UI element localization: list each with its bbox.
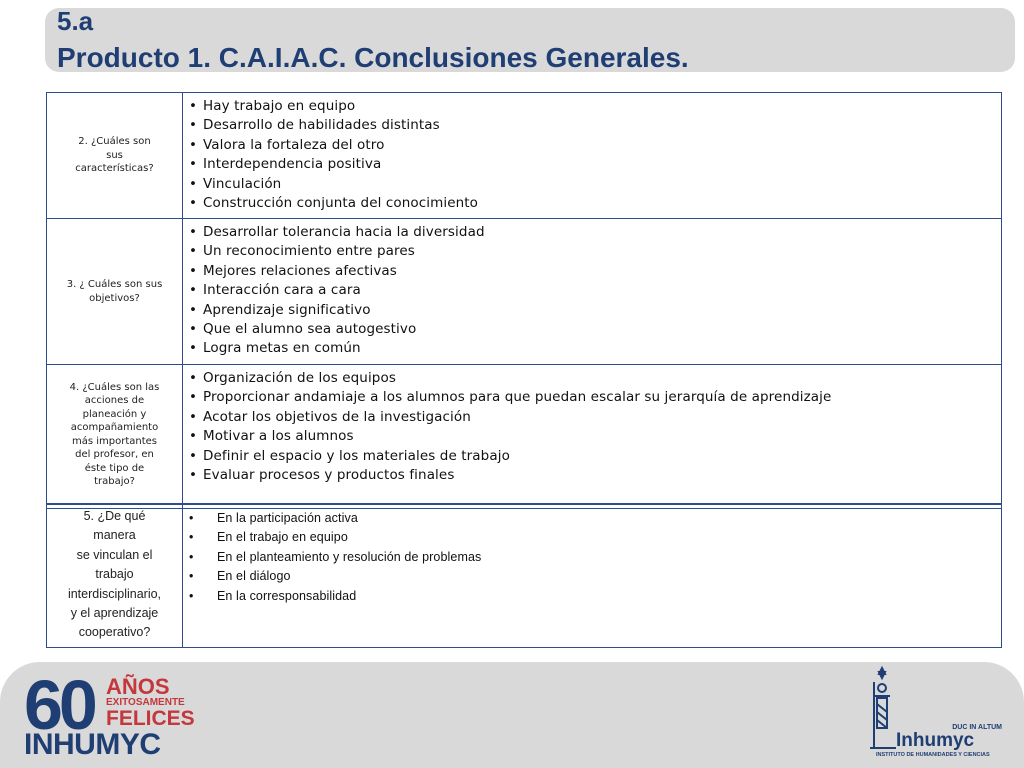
list-item-text: En el diálogo [217, 569, 291, 584]
logo-institute-name: Inhumyc [896, 730, 975, 751]
bullet-icon: • [189, 321, 198, 338]
bullet-icon: • [189, 243, 198, 260]
list-item-text: Mejores relaciones afectivas [203, 262, 397, 279]
bullet-icon: • [189, 511, 194, 525]
list-item [189, 194, 1001, 213]
list-item-text: Construcción conjunta del conocimiento [203, 195, 479, 212]
list-item-text: Un reconocimiento entre pares [203, 243, 415, 260]
logo-institute-full: INSTITUTO DE HUMANIDADES Y CIENCIAS [876, 752, 990, 758]
row-divider [46, 503, 1002, 509]
list-item [189, 223, 1001, 242]
slide-number: 5.a [57, 6, 94, 36]
list-item-text: Desarrollo de habilidades distintas [203, 117, 440, 134]
answer-cell [183, 219, 1001, 364]
bullet-icon: • [189, 224, 198, 240]
bullet-icon: • [189, 136, 198, 153]
logo-name: INHUMYC [24, 728, 161, 761]
list-item-text: Aprendizaje significativo [203, 301, 371, 318]
bullet-icon: • [189, 262, 198, 279]
list-item-text: En el planteamiento y resolución de problemas [217, 549, 482, 564]
list-item [189, 136, 1001, 155]
anniversary-logo [24, 666, 195, 761]
list-item-text: En la participación activa [217, 511, 358, 525]
list-item [189, 155, 1001, 174]
bullet-icon: • [189, 428, 198, 445]
bullet-icon: • [189, 282, 198, 299]
answer-cell [183, 93, 1001, 218]
list-item [189, 528, 1001, 547]
list-item [189, 408, 1001, 427]
bullet-icon: • [189, 389, 198, 406]
bullet-icon: • [189, 195, 198, 212]
logo-motto: DUC IN ALTUM [952, 724, 1002, 731]
list-item [189, 388, 1001, 407]
logo-exitosamente: EXITOSAMENTE [106, 697, 185, 708]
bullet-icon: • [189, 117, 198, 134]
question-cell: 3. ¿ Cuáles son sus objetivos? [47, 219, 183, 364]
logo-number: 60 [24, 666, 94, 744]
list-item [189, 567, 1001, 586]
list-item-text: Desarrollar tolerancia hacia la diversidad [203, 224, 485, 240]
list-item-text: Hay trabajo en equipo [203, 98, 356, 114]
list-item [189, 587, 1001, 606]
list-item-text: Interdependencia positiva [203, 156, 382, 173]
answer-list [189, 369, 1001, 485]
list-item-text: Vinculación [203, 175, 282, 192]
list-item-text: Valora la fortaleza del otro [203, 136, 385, 153]
bullet-icon: • [189, 530, 194, 545]
list-item-text: Evaluar procesos y productos finales [203, 467, 455, 484]
logo-felices: FELICES [106, 707, 195, 730]
bullet-icon: • [189, 370, 198, 386]
list-item-text: Proporcionar andamiaje a los alumnos para que puedan escalar su jerarquía de aprendizaje [203, 389, 832, 406]
question-cell: 5. ¿De qué manera se vinculan el trabajo interdisciplinario, y el aprendizaje cooperativo? [47, 505, 183, 647]
logo-anos: AÑOS [106, 674, 170, 699]
bullet-icon: • [189, 340, 198, 357]
list-item-text: En el trabajo en equipo [217, 530, 348, 545]
list-item [189, 242, 1001, 261]
table-row [47, 219, 1001, 365]
table-row [47, 365, 1001, 505]
list-item [189, 548, 1001, 567]
list-item [189, 97, 1001, 116]
bullet-icon: • [189, 98, 198, 114]
bullet-icon: • [189, 175, 198, 192]
list-item [189, 427, 1001, 446]
list-item [189, 339, 1001, 358]
table-row [47, 93, 1001, 219]
bullet-icon: • [189, 301, 198, 318]
answer-list [189, 509, 1001, 606]
list-item [189, 116, 1001, 135]
list-item-text: Acotar los objetivos de la investigación [203, 408, 471, 425]
list-item-text: Interacción cara a cara [203, 282, 361, 299]
list-item-text: Organización de los equipos [203, 370, 396, 386]
answer-cell [183, 365, 1001, 504]
answer-cell [183, 505, 1001, 647]
page-title: Producto 1. C.A.I.A.C. Conclusiones Generales. [57, 42, 689, 73]
bullet-icon: • [189, 549, 194, 564]
list-item [189, 466, 1001, 485]
list-item [189, 320, 1001, 339]
bullet-icon: • [189, 467, 198, 484]
answer-list [189, 97, 1001, 213]
list-item [189, 509, 1001, 528]
bullet-icon: • [189, 569, 194, 584]
list-item-text: Que el alumno sea autogestivo [203, 321, 417, 338]
bullet-icon: • [189, 588, 194, 603]
conclusions-table [46, 92, 1002, 648]
list-item-text: Definir el espacio y los materiales de trabajo [203, 447, 510, 464]
answer-list [189, 223, 1001, 359]
list-item [189, 175, 1001, 194]
list-item-text: Motivar a los alumnos [203, 428, 354, 445]
list-item [189, 262, 1001, 281]
table-row [47, 505, 1001, 647]
list-item [189, 281, 1001, 300]
bullet-icon: • [189, 408, 198, 425]
tower-icon [868, 666, 898, 750]
question-cell: 2. ¿Cuáles son sus características? [47, 93, 183, 218]
list-item-text: Logra metas en común [203, 340, 361, 357]
list-item [189, 369, 1001, 388]
bullet-icon: • [189, 156, 198, 173]
list-item-text: En la corresponsabilidad [217, 588, 357, 603]
list-item [189, 301, 1001, 320]
question-cell: 4. ¿Cuáles son las acciones de planeación y acompañamiento más importantes del profesor, en éste tipo de trabajo? [47, 365, 183, 504]
list-item [189, 447, 1001, 466]
institute-logo [866, 666, 1016, 762]
bullet-icon: • [189, 447, 198, 464]
